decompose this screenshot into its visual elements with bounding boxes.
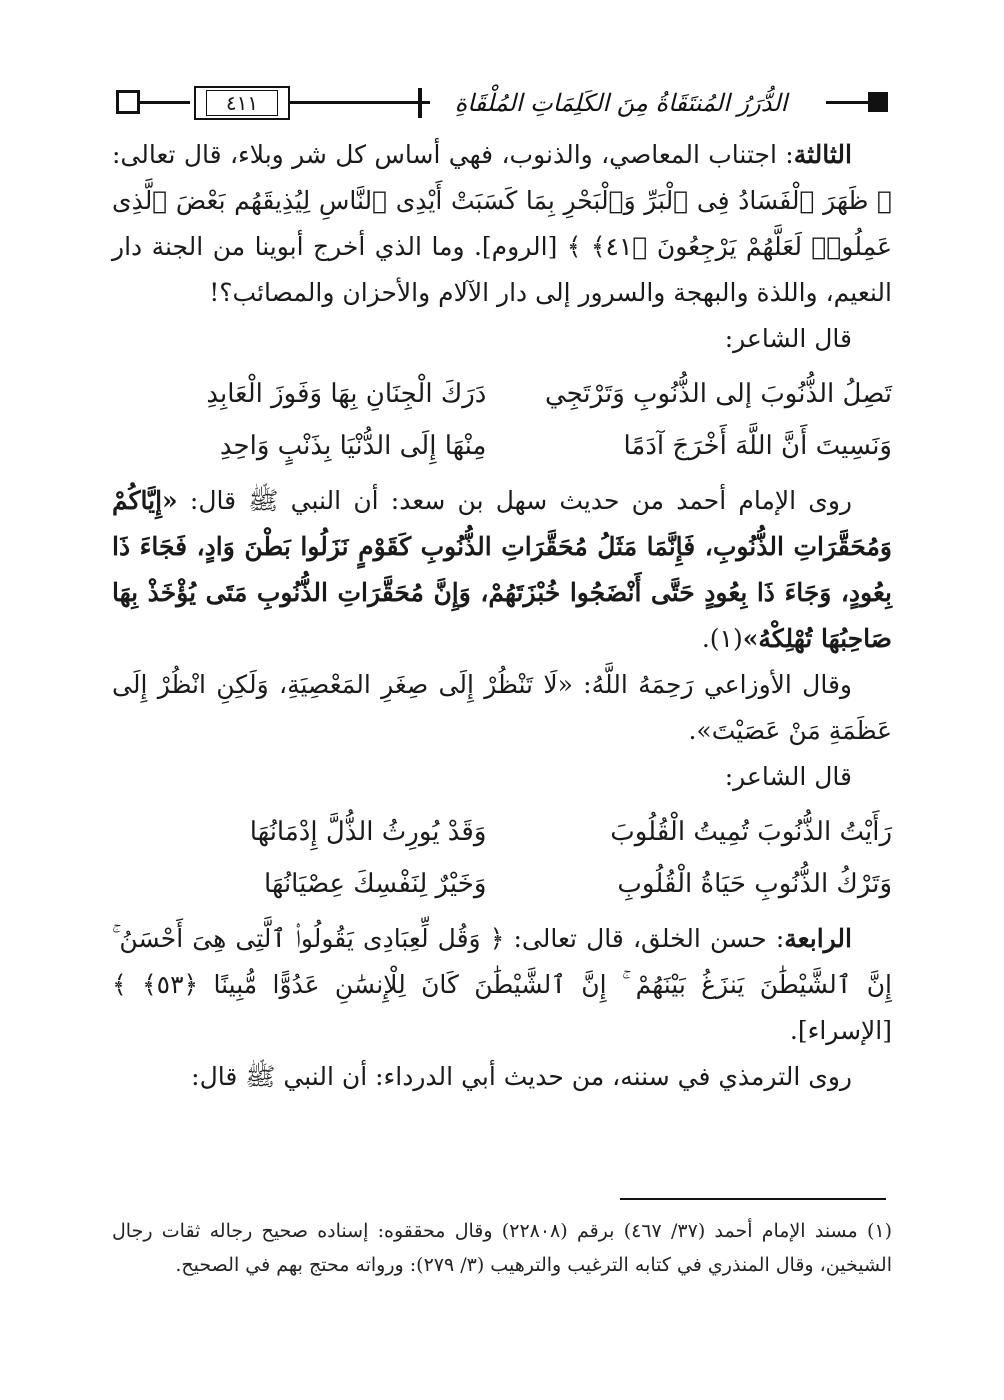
paragraph-awzai [112,662,892,754]
hemistich: وَتَرْكُ الذُّنُوبِ حَيَاةُ الْقُلُوبِ [617,869,892,899]
page-number: ٤١١ [206,90,278,116]
header-ornament-left [116,90,140,114]
paragraph-hadith [112,478,892,662]
poet-intro: قال الشاعر: [724,762,852,791]
paragraph-text: : اجتناب المعاصي، والذنوب، فهي أساس كل شر وبلاء، قال تعالى: ﴿ ظَهَرَ ٱلْفَسَادُ فِى ٱلْبَرِّ وَٱلْبَحْرِ بِمَا كَسَبَتْ أَيْدِى ٱلنَّاسِ لِيُذِيقَهُم بَعْضَ ٱلَّذِى عَمِلُوا۟ لَعَلَّهُمْ يَرْجِعُونَ ﴿٤١﴾ ﴾ [الروم]. وما الذي أخرج أبوينا من الجنة دار النعيم، واللذة والبهجة والسرور إلى دار الآلام والأحزان والمصائب؟! [112,140,892,307]
poem [112,368,892,472]
page-number-frame [194,86,290,120]
footnote-divider [620,1198,886,1200]
hadith-text: «إِيَّاكُمْ وَمُحَقَّرَاتِ الذُّنُوبِ، فَإِنَّمَا مَثَلُ مُحَقَّرَاتِ الذُّنُوبِ كَقَوْمٍ نَزَلُوا بَطْنَ وَادٍ، فَجَاءَ ذَا بِعُودٍ، وَجَاءَ ذَا بِعُودٍ حَتَّى أَنْضَجُوا خُبْزَتَهُمْ، وَإِنَّ مُحَقَّرَاتِ الذُّنُوبِ مَتَى يُؤْخَذْ بِهَا صَاحِبُهَا تُهْلِكْهُ» [112,486,892,653]
paragraph-fourth-point [112,916,892,1054]
hemistich: وَخَيْرٌ لِنَفْسِكَ عِصْيَانُهَا [264,869,487,899]
footnote-ref: (١). [701,624,743,653]
paragraph-tirmidhi: روى الترمذي في سننه، من حديث أبي الدرداء: أن النبي ﷺ قال: [191,1062,852,1091]
verse [112,806,892,858]
verse [112,858,892,910]
header-rule-middle [290,101,430,104]
hemistich: دَرَكَ الْجِنَانِ بِهَا وَفَوزَ الْعَابِدِ [206,379,487,409]
awzai-intro: وقال الأوزاعي رَحِمَهُ اللَّهُ: [572,670,852,699]
main-text [112,132,892,1100]
footnote: (١) مسند الإمام أحمد (٣٧/ ٤٦٧) برقم (٢٢٨٠٨) وقال محققوه: إسناده صحيح رجاله ثقات رجال الشيخين، وقال المنذري في كتابه الترغيب والترهيب (٣/ ٢٧٩): ورواته محتج بهم في الصحيح. [112,1220,892,1276]
header-ornament-right [868,92,888,112]
poem [112,806,892,910]
hadith-intro: روى الإمام أحمد من حديث سهل بن سعد: أن النبي ﷺ قال: [189,486,852,515]
verse [112,368,892,420]
hemistich: وَنَسِيتَ أَنَّ اللَّهَ أَخْرَجَ آدَمًا [623,431,892,461]
paragraph-text: : حسن الخلق، قال تعالى: ﴿ وَقُل لِّعِبَادِى يَقُولُوا۟ ٱلَّتِى هِىَ أَحْسَنُ ۚ إِنَّ ٱلشَّيْطَٰنَ يَنزَغُ بَيْنَهُمْ ۚ إِنَّ ٱلشَّيْطَٰنَ كَانَ لِلْإِنسَٰنِ عَدُوًّا مُّبِينًا ﴿٥٣﴾ ﴾ [الإسراء]. [112,924,892,1045]
hemistich: وَقَدْ يُورِثُ الذُّلَّ إِدْمَانُهَا [249,817,487,847]
hemistich: رَأَيْتُ الذُّنُوبَ تُمِيتُ الْقُلُوبَ [610,817,892,847]
poet-intro: قال الشاعر: [724,324,852,353]
header-rule-right [826,101,868,104]
awzai-quote: «لَا تَنْظُرْ إِلَى صِغَرِ المَعْصِيَةِ، وَلَكِنِ انْظُرْ إِلَى عَظَمَةِ مَنْ عَصَيْتَ». [112,670,892,745]
hemistich: تَصِلُ الذُّنُوبَ إلى الذُّنُوبِ وَتَرْتَجِي [544,379,892,409]
point-label: الرابعة [784,924,852,953]
hemistich: مِنْهَا إِلَى الدُّنْيَا بِذَنْبٍ وَاحِدِ [219,431,487,461]
book-title: الدُّرَرُ المُنتَقَاةُ مِنَ الكَلِمَاتِ المُلْقَاةِ [454,89,788,117]
paragraph-third-point [112,132,892,316]
point-label: الثالثة [793,140,852,169]
page-header [116,84,888,124]
header-rule-left [140,101,190,104]
verse [112,420,892,472]
